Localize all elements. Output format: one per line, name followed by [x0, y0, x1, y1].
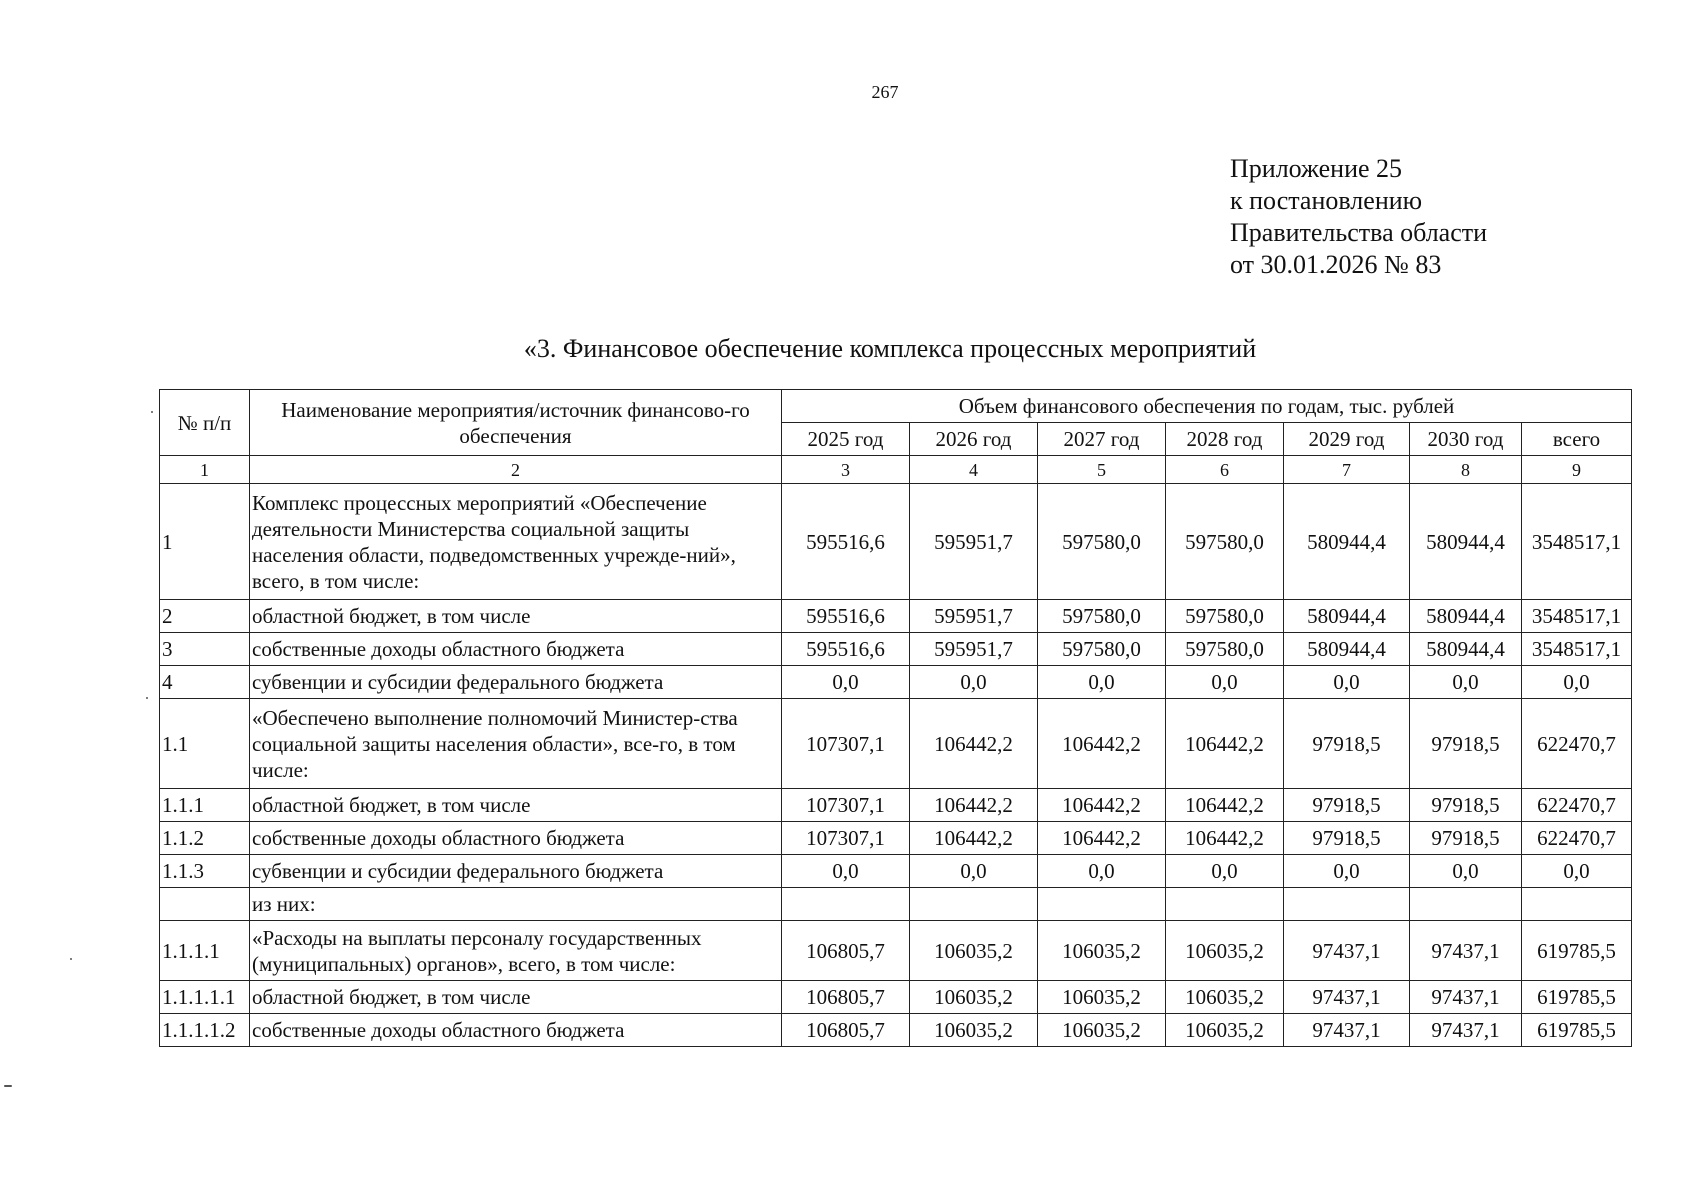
row-value: 97918,5 — [1410, 822, 1522, 855]
appendix-line: от 30.01.2026 № 83 — [1230, 250, 1442, 279]
row-value: 597580,0 — [1166, 600, 1284, 633]
row-value: 97437,1 — [1284, 921, 1410, 981]
row-total: 0,0 — [1522, 855, 1632, 888]
index-cell: 2 — [250, 456, 782, 484]
row-value: 580944,4 — [1410, 633, 1522, 666]
row-name: областной бюджет, в том числе — [250, 981, 782, 1014]
row-value: 97437,1 — [1410, 981, 1522, 1014]
row-value: 106442,2 — [1166, 699, 1284, 789]
row-value: 106442,2 — [910, 822, 1038, 855]
table-row — [160, 666, 1632, 699]
row-value: 595951,7 — [910, 633, 1038, 666]
table-row — [160, 484, 1632, 600]
row-value: 107307,1 — [782, 822, 910, 855]
page-number: 267 — [871, 82, 899, 102]
row-value: 595951,7 — [910, 600, 1038, 633]
row-number: 1.1.1.1 — [160, 921, 250, 981]
row-total: 622470,7 — [1522, 699, 1632, 789]
row-value: 580944,4 — [1284, 600, 1410, 633]
header-year: 2027 год — [1038, 423, 1166, 456]
row-value: 106442,2 — [1038, 789, 1166, 822]
header-year: 2028 год — [1166, 423, 1284, 456]
row-total: 622470,7 — [1522, 822, 1632, 855]
row-value: 106035,2 — [1166, 1014, 1284, 1047]
header-year: 2026 год — [910, 423, 1038, 456]
row-value: 106805,7 — [782, 921, 910, 981]
row-value: 595516,6 — [782, 633, 910, 666]
header-volume: Объем финансового обеспечения по годам, тыс. рублей — [782, 390, 1632, 423]
index-cell: 1 — [160, 456, 250, 484]
scan-dot — [151, 411, 153, 413]
row-value: 595951,7 — [910, 484, 1038, 600]
row-value: 106805,7 — [782, 1014, 910, 1047]
row-value — [782, 888, 910, 921]
row-value: 597580,0 — [1166, 633, 1284, 666]
header-num: № п/п — [160, 390, 250, 456]
row-total: 619785,5 — [1522, 1014, 1632, 1047]
row-value: 0,0 — [1166, 855, 1284, 888]
table-row — [160, 921, 1632, 981]
row-value: 97918,5 — [1284, 789, 1410, 822]
row-value: 0,0 — [910, 666, 1038, 699]
row-value: 580944,4 — [1410, 484, 1522, 600]
row-value: 106805,7 — [782, 981, 910, 1014]
row-value: 97918,5 — [1410, 789, 1522, 822]
row-number: 4 — [160, 666, 250, 699]
row-number: 1 — [160, 484, 250, 600]
table-row — [160, 822, 1632, 855]
table-row — [160, 888, 1632, 921]
appendix-line: Приложение 25 — [1230, 154, 1403, 183]
row-total: 619785,5 — [1522, 921, 1632, 981]
row-value: 0,0 — [1166, 666, 1284, 699]
financing-table — [159, 389, 1632, 1047]
row-value: 97918,5 — [1284, 822, 1410, 855]
row-value: 107307,1 — [782, 699, 910, 789]
row-value: 595516,6 — [782, 484, 910, 600]
index-cell: 3 — [782, 456, 910, 484]
row-number: 1.1.1 — [160, 789, 250, 822]
row-value: 0,0 — [1410, 855, 1522, 888]
row-value — [1284, 888, 1410, 921]
row-name: «Расходы на выплаты персоналу государственных (муниципальных) органов», всего, в том числе: — [250, 921, 782, 981]
row-value: 97437,1 — [1410, 921, 1522, 981]
row-value: 597580,0 — [1166, 484, 1284, 600]
row-value: 0,0 — [910, 855, 1038, 888]
header-row — [160, 390, 1632, 423]
row-total: 619785,5 — [1522, 981, 1632, 1014]
table-row — [160, 600, 1632, 633]
row-number: 3 — [160, 633, 250, 666]
index-row — [160, 456, 1632, 484]
header-year: 2025 год — [782, 423, 910, 456]
row-total: 3548517,1 — [1522, 600, 1632, 633]
row-value: 106442,2 — [910, 699, 1038, 789]
row-value: 0,0 — [1038, 855, 1166, 888]
row-value: 580944,4 — [1284, 484, 1410, 600]
appendix-line: к постановлению — [1230, 186, 1423, 215]
row-number: 1.1.1.1.2 — [160, 1014, 250, 1047]
row-value: 107307,1 — [782, 789, 910, 822]
scan-dot — [4, 1085, 12, 1087]
row-number: 1.1.2 — [160, 822, 250, 855]
row-name: субвенции и субсидии федерального бюджета — [250, 666, 782, 699]
row-name: собственные доходы областного бюджета — [250, 822, 782, 855]
row-value: 106442,2 — [1038, 822, 1166, 855]
row-name: из них: — [250, 888, 782, 921]
row-total — [1522, 888, 1632, 921]
row-value: 106035,2 — [1166, 921, 1284, 981]
appendix-block — [1230, 153, 1487, 281]
row-value: 106035,2 — [910, 921, 1038, 981]
appendix-line: Правительства области — [1230, 218, 1488, 247]
row-value: 0,0 — [1038, 666, 1166, 699]
row-value: 97918,5 — [1284, 699, 1410, 789]
row-total: 3548517,1 — [1522, 633, 1632, 666]
row-value: 97918,5 — [1410, 699, 1522, 789]
row-value: 580944,4 — [1284, 633, 1410, 666]
table-row — [160, 981, 1632, 1014]
row-value — [1038, 888, 1166, 921]
row-value: 97437,1 — [1284, 981, 1410, 1014]
scan-dot — [146, 697, 148, 699]
index-cell: 8 — [1410, 456, 1522, 484]
row-value: 580944,4 — [1410, 600, 1522, 633]
row-value: 106035,2 — [1166, 981, 1284, 1014]
row-value: 0,0 — [1284, 666, 1410, 699]
row-value: 106442,2 — [1038, 699, 1166, 789]
row-value: 106442,2 — [910, 789, 1038, 822]
row-value: 106442,2 — [1166, 789, 1284, 822]
row-number: 1.1 — [160, 699, 250, 789]
scan-dot — [70, 958, 72, 960]
row-total: 0,0 — [1522, 666, 1632, 699]
row-value: 106035,2 — [1038, 921, 1166, 981]
row-value: 597580,0 — [1038, 600, 1166, 633]
row-value: 97437,1 — [1284, 1014, 1410, 1047]
row-value: 0,0 — [782, 855, 910, 888]
table-row — [160, 633, 1632, 666]
header-year: 2029 год — [1284, 423, 1410, 456]
row-total: 3548517,1 — [1522, 484, 1632, 600]
header-year: 2030 год — [1410, 423, 1522, 456]
row-value: 0,0 — [1284, 855, 1410, 888]
row-value: 595516,6 — [782, 600, 910, 633]
row-number: 2 — [160, 600, 250, 633]
row-value: 97437,1 — [1410, 1014, 1522, 1047]
row-value: 597580,0 — [1038, 633, 1166, 666]
table-row — [160, 1014, 1632, 1047]
row-value: 106035,2 — [910, 981, 1038, 1014]
index-cell: 5 — [1038, 456, 1166, 484]
index-cell: 6 — [1166, 456, 1284, 484]
row-value — [1166, 888, 1284, 921]
index-cell: 9 — [1522, 456, 1632, 484]
row-value: 106442,2 — [1166, 822, 1284, 855]
index-cell: 4 — [910, 456, 1038, 484]
row-value: 0,0 — [782, 666, 910, 699]
row-number: 1.1.1.1.1 — [160, 981, 250, 1014]
row-total: 622470,7 — [1522, 789, 1632, 822]
row-name: Комплекс процессных мероприятий «Обеспечение деятельности Министерства социальной защиты населения области, подведомственных учрежде-ний», всего, в том числе: — [250, 484, 782, 600]
table-row — [160, 855, 1632, 888]
row-name: собственные доходы областного бюджета — [250, 1014, 782, 1047]
row-value: 106035,2 — [1038, 981, 1166, 1014]
row-name: областной бюджет, в том числе — [250, 789, 782, 822]
row-name: субвенции и субсидии федерального бюджета — [250, 855, 782, 888]
row-number — [160, 888, 250, 921]
row-name: собственные доходы областного бюджета — [250, 633, 782, 666]
header-total: всего — [1522, 423, 1632, 456]
row-value: 0,0 — [1410, 666, 1522, 699]
row-value: 106035,2 — [910, 1014, 1038, 1047]
row-value: 597580,0 — [1038, 484, 1166, 600]
row-name: «Обеспечено выполнение полномочий Министер-ства социальной защиты населения области», все-го, в том числе: — [250, 699, 782, 789]
row-value — [1410, 888, 1522, 921]
table-row — [160, 699, 1632, 789]
header-name: Наименование мероприятия/источник финансово-го обеспечения — [250, 390, 782, 456]
row-number: 1.1.3 — [160, 855, 250, 888]
row-name: областной бюджет, в том числе — [250, 600, 782, 633]
table-row — [160, 789, 1632, 822]
index-cell: 7 — [1284, 456, 1410, 484]
row-value: 106035,2 — [1038, 1014, 1166, 1047]
document-title: «3. Финансовое обеспечение комплекса процессных мероприятий — [523, 334, 1257, 363]
row-value — [910, 888, 1038, 921]
